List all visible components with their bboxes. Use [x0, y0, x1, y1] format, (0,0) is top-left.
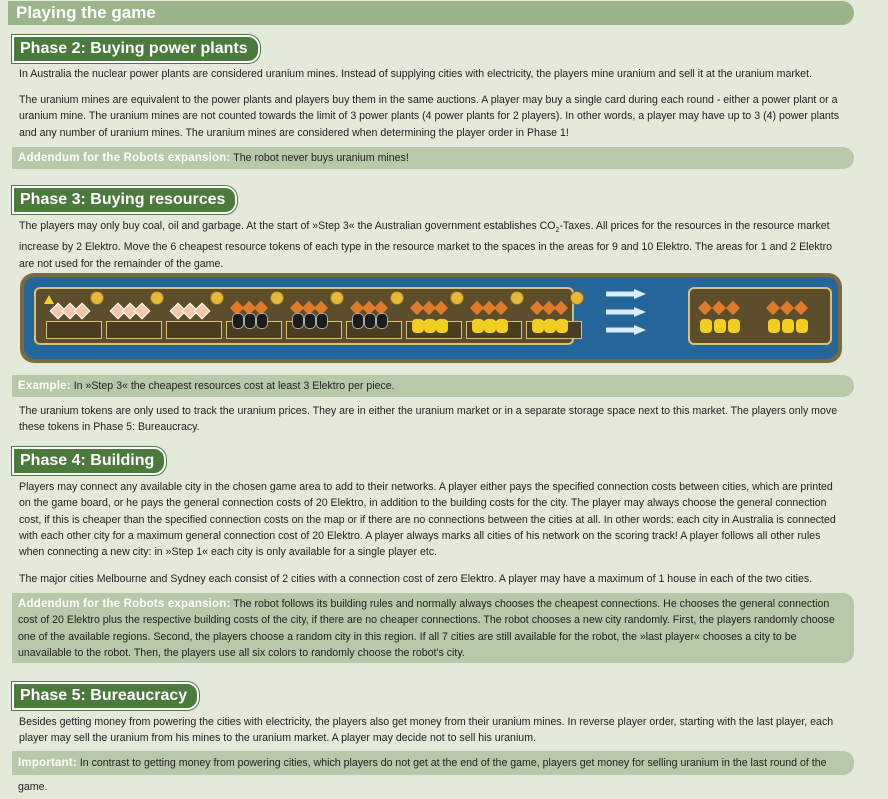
oil-token [316, 313, 328, 329]
garbage-token [700, 319, 712, 333]
price-coin-icon [510, 291, 524, 305]
garbage-token [472, 319, 484, 333]
oil-token [304, 313, 316, 329]
coal-token [726, 301, 740, 315]
phase-3-example [12, 375, 854, 397]
oil-token [244, 313, 256, 329]
garbage-token [714, 319, 726, 333]
phase-4-paragraph-1: Players may connect any available city in the chosen game area to add to their networks. A player either pays the specified connection costs between cities, which are printed on the game board, or he pays the general connection costs of 20 Elektro, in addition to the building costs for the city. The player may always choose the general connection cost, if this is cheaper than the specified connection costs on the map or if there are no connections between the cities at all. In other words: each city in Australia is connected with each other city for a maximum general connection cost of 20 Elektro. A player always marks all cities of his network on the scoring track! A player follows all other rules when connecting a new city: in »Step 1« each city is only available for a single player etc. [19, 481, 836, 559]
arrow-icon [606, 307, 646, 317]
garbage-token [556, 319, 568, 333]
garbage-token [544, 319, 556, 333]
coal-token [554, 301, 568, 315]
oil-token [364, 313, 376, 329]
phase-3-paragraph-2: The uranium tokens are only used to track the uranium prices. They are in either the uranium market or in a separate storage space next to this market. The players only move these tokens in Phase 5: Bureaucracy. [19, 405, 838, 434]
uranium-token [134, 303, 151, 320]
garbage-token [782, 319, 794, 333]
addendum-text: The robot follows its building rules and normally always chooses the cheapest connections. He chooses the general connection cost of 20 Elektro plus the respective building costs of the city, if there are no cheaper connections. The robot chooses a new city randomly. First, the players randomly choose one of the available regions. Second, the players choose a random city in this region. If all 7 cities are still available for the robot, the »last player« chooses a city to be unavailable to the robot. Then, the players use all six colors to randomly choose the robot's city. [18, 598, 835, 659]
important-text: In contrast to getting money from powering cities, which players do not get at the end of the game, players get money for selling uranium in the last round of the game. [18, 757, 827, 793]
coal-token [794, 301, 808, 315]
oil-token [292, 313, 304, 329]
phase-3-paragraph-1: The players may only buy coal, oil and garbage. At the start of »Step 3« the Australian government establishes $CO_2$-Taxes. All prices for the resources in the resource market increase by 2 Elektro. Move the 6 cheapest resource tokens of each type in the resource market to the spaces in the areas for 9 and 10 Elektro. The areas for 1 and 2 Elektro are not used for the remainder of the game. [19, 220, 833, 270]
garbage-token [796, 319, 808, 333]
phase-2-heading: Phase 2: Buying power plants [12, 35, 260, 63]
resource-market-track [34, 287, 574, 345]
coal-token [494, 301, 508, 315]
arrow-icon [606, 325, 646, 335]
price-coin-icon [210, 291, 224, 305]
price-coin-icon [90, 291, 104, 305]
phase-3-heading: Phase 3: Buying resources [12, 186, 237, 214]
uranium-token [74, 303, 91, 320]
coal-token [434, 301, 448, 315]
garbage-token [496, 319, 508, 333]
oil-token [232, 313, 244, 329]
market-space [166, 321, 222, 339]
price-coin-icon [450, 291, 464, 305]
price-coin-icon [330, 291, 344, 305]
phase-4-paragraph-2: The major cities Melbourne and Sydney each consist of 2 cities with a connection cost of zero Elektro. A player may have a maximum of 1 house in each of the two cities. [19, 573, 813, 585]
high-price-track [688, 287, 832, 345]
addendum-text: The robot never buys uranium mines! [233, 152, 409, 164]
market-space [106, 321, 162, 339]
market-space [46, 321, 102, 339]
arrow-icon [606, 289, 646, 299]
warning-icon [44, 295, 54, 304]
section-banner: Playing the game [8, 1, 854, 25]
addendum-label: Addendum for the Robots expansion: [18, 152, 231, 164]
addendum-label: Addendum for the Robots expansion: [18, 598, 231, 610]
important-label: Important: [18, 757, 77, 769]
price-coin-icon [390, 291, 404, 305]
phase-5-important [12, 751, 854, 793]
phase-2-addendum [12, 147, 854, 169]
oil-token [376, 313, 388, 329]
resource-market-image [20, 273, 842, 363]
coal-token [766, 301, 780, 315]
resource-market-board [24, 277, 838, 359]
garbage-token [768, 319, 780, 333]
garbage-token [728, 319, 740, 333]
garbage-token [532, 319, 544, 333]
coal-token [698, 301, 712, 315]
price-coin-icon [570, 291, 584, 305]
phase-5-heading: Phase 5: Bureaucracy [12, 682, 199, 710]
phase-4-heading: Phase 4: Building [12, 447, 166, 475]
garbage-token [412, 319, 424, 333]
garbage-token [436, 319, 448, 333]
garbage-token [484, 319, 496, 333]
oil-token [352, 313, 364, 329]
example-label: Example: [18, 380, 71, 392]
price-coin-icon [270, 291, 284, 305]
phase-4-addendum [12, 593, 854, 663]
phase-2-paragraph-2: The uranium mines are equivalent to the power plants and players buy them in the same auctions. A player may buy a single card during each round - either a power plant or a uranium mine. The uranium mines are not counted towards the limit of 3 power plants (4 power plants for 2 players). In other words, a player may have up to 3 (4) power plants and any number of uranium mines. The uranium mines are considered when determining the player order in Phase 1! [19, 94, 840, 139]
price-coin-icon [150, 291, 164, 305]
coal-token [780, 301, 794, 315]
phase-5-paragraph-1: Besides getting money from powering the cities with electricity, the players also get money from their uranium mines. In reverse player order, starting with the last player, each player may sell the uranium from his mines to the uranium market. A player may decide not to sell his uranium. [19, 716, 834, 745]
coal-token [712, 301, 726, 315]
uranium-token [194, 303, 211, 320]
example-text: In »Step 3« the cheapest resources cost at least 3 Elektro per piece. [73, 380, 395, 392]
oil-token [256, 313, 268, 329]
phase-2-paragraph-1: In Australia the nuclear power plants are considered uranium mines. Instead of supplying cities with electricity, the players mine uranium and sell it at the uranium market. [19, 68, 812, 80]
garbage-token [424, 319, 436, 333]
